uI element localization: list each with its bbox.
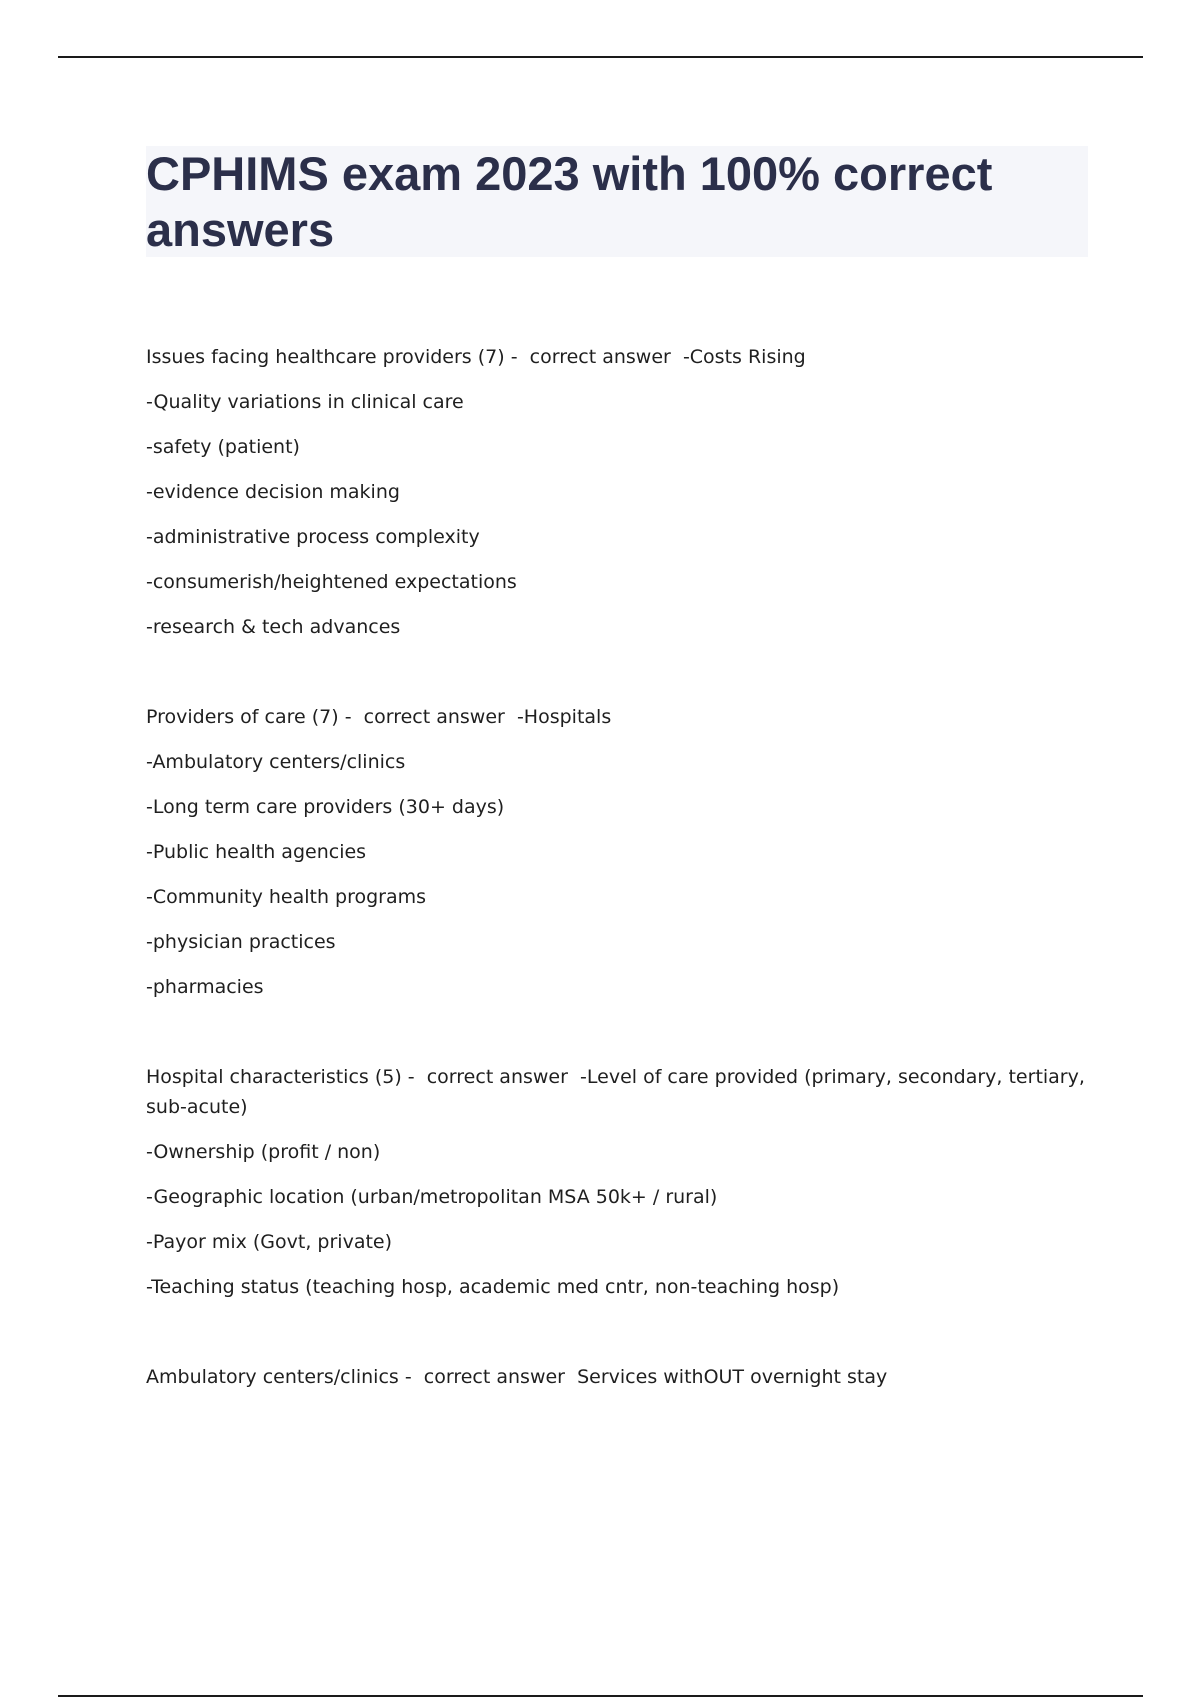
answer-line: -Community health programs xyxy=(146,886,427,908)
question-text: Issues facing healthcare providers (7) xyxy=(146,346,505,368)
answer-line: -Ownership (profit / non) xyxy=(146,1141,381,1163)
question-line xyxy=(146,1062,1086,1122)
question-separator: - xyxy=(504,346,530,368)
question-line xyxy=(146,702,1086,732)
answer-line: -Payor mix (Govt, private) xyxy=(146,1231,393,1253)
qa-block xyxy=(146,702,1086,1002)
question-separator: - xyxy=(401,1066,427,1088)
correct-answer-label: correct answer xyxy=(363,706,505,728)
answer-text: -Costs Rising xyxy=(682,346,806,368)
answer-line: -physician practices xyxy=(146,931,336,953)
answer-line: -Ambulatory centers/clinics xyxy=(146,751,406,773)
answer-text: Services withOUT overnight stay xyxy=(577,1366,888,1388)
qa-block xyxy=(146,1362,1086,1392)
answer-gap xyxy=(568,1066,580,1088)
question-text: Ambulatory centers/clinics xyxy=(146,1366,399,1388)
answer-line: -consumerish/heightened expectations xyxy=(146,571,517,593)
answer-line: -Quality variations in clinical care xyxy=(146,391,464,413)
bottom-rule xyxy=(58,1695,1143,1697)
title-banner xyxy=(146,146,1088,257)
correct-answer-label: correct answer xyxy=(426,1066,568,1088)
question-line xyxy=(146,342,1086,372)
correct-answer-label: correct answer xyxy=(529,346,671,368)
answer-line: -Teaching status (teaching hosp, academic med cntr, non-teaching hosp) xyxy=(146,1276,840,1298)
answer-line: -pharmacies xyxy=(146,976,264,998)
question-line xyxy=(146,1362,1086,1392)
correct-answer-label: correct answer xyxy=(423,1366,565,1388)
question-text: Hospital characteristics (5) xyxy=(146,1066,402,1088)
question-text: Providers of care (7) xyxy=(146,706,339,728)
answer-line: -Long term care providers (30+ days) xyxy=(146,796,505,818)
answer-text: -Level of care provided (primary, secondary, tertiary, sub-acute) xyxy=(146,1066,1085,1118)
answer-line: -evidence decision making xyxy=(146,481,400,503)
answer-gap xyxy=(505,706,517,728)
qa-content xyxy=(146,342,1086,1452)
answer-text: -Hospitals xyxy=(516,706,612,728)
answer-line: -Public health agencies xyxy=(146,841,367,863)
answer-gap xyxy=(671,346,683,368)
answer-line: -administrative process complexity xyxy=(146,526,480,548)
qa-block xyxy=(146,342,1086,642)
question-separator: - xyxy=(338,706,364,728)
document-title: CPHIMS exam 2023 with 100% correct answers xyxy=(146,147,993,256)
answer-line: -research & tech advances xyxy=(146,616,401,638)
answer-line: -safety (patient) xyxy=(146,436,300,458)
qa-block xyxy=(146,1062,1086,1302)
top-rule xyxy=(58,56,1143,58)
answer-line: -Geographic location (urban/metropolitan MSA 50k+ / rural) xyxy=(146,1186,718,1208)
answer-gap xyxy=(565,1366,577,1388)
question-separator: - xyxy=(398,1366,424,1388)
